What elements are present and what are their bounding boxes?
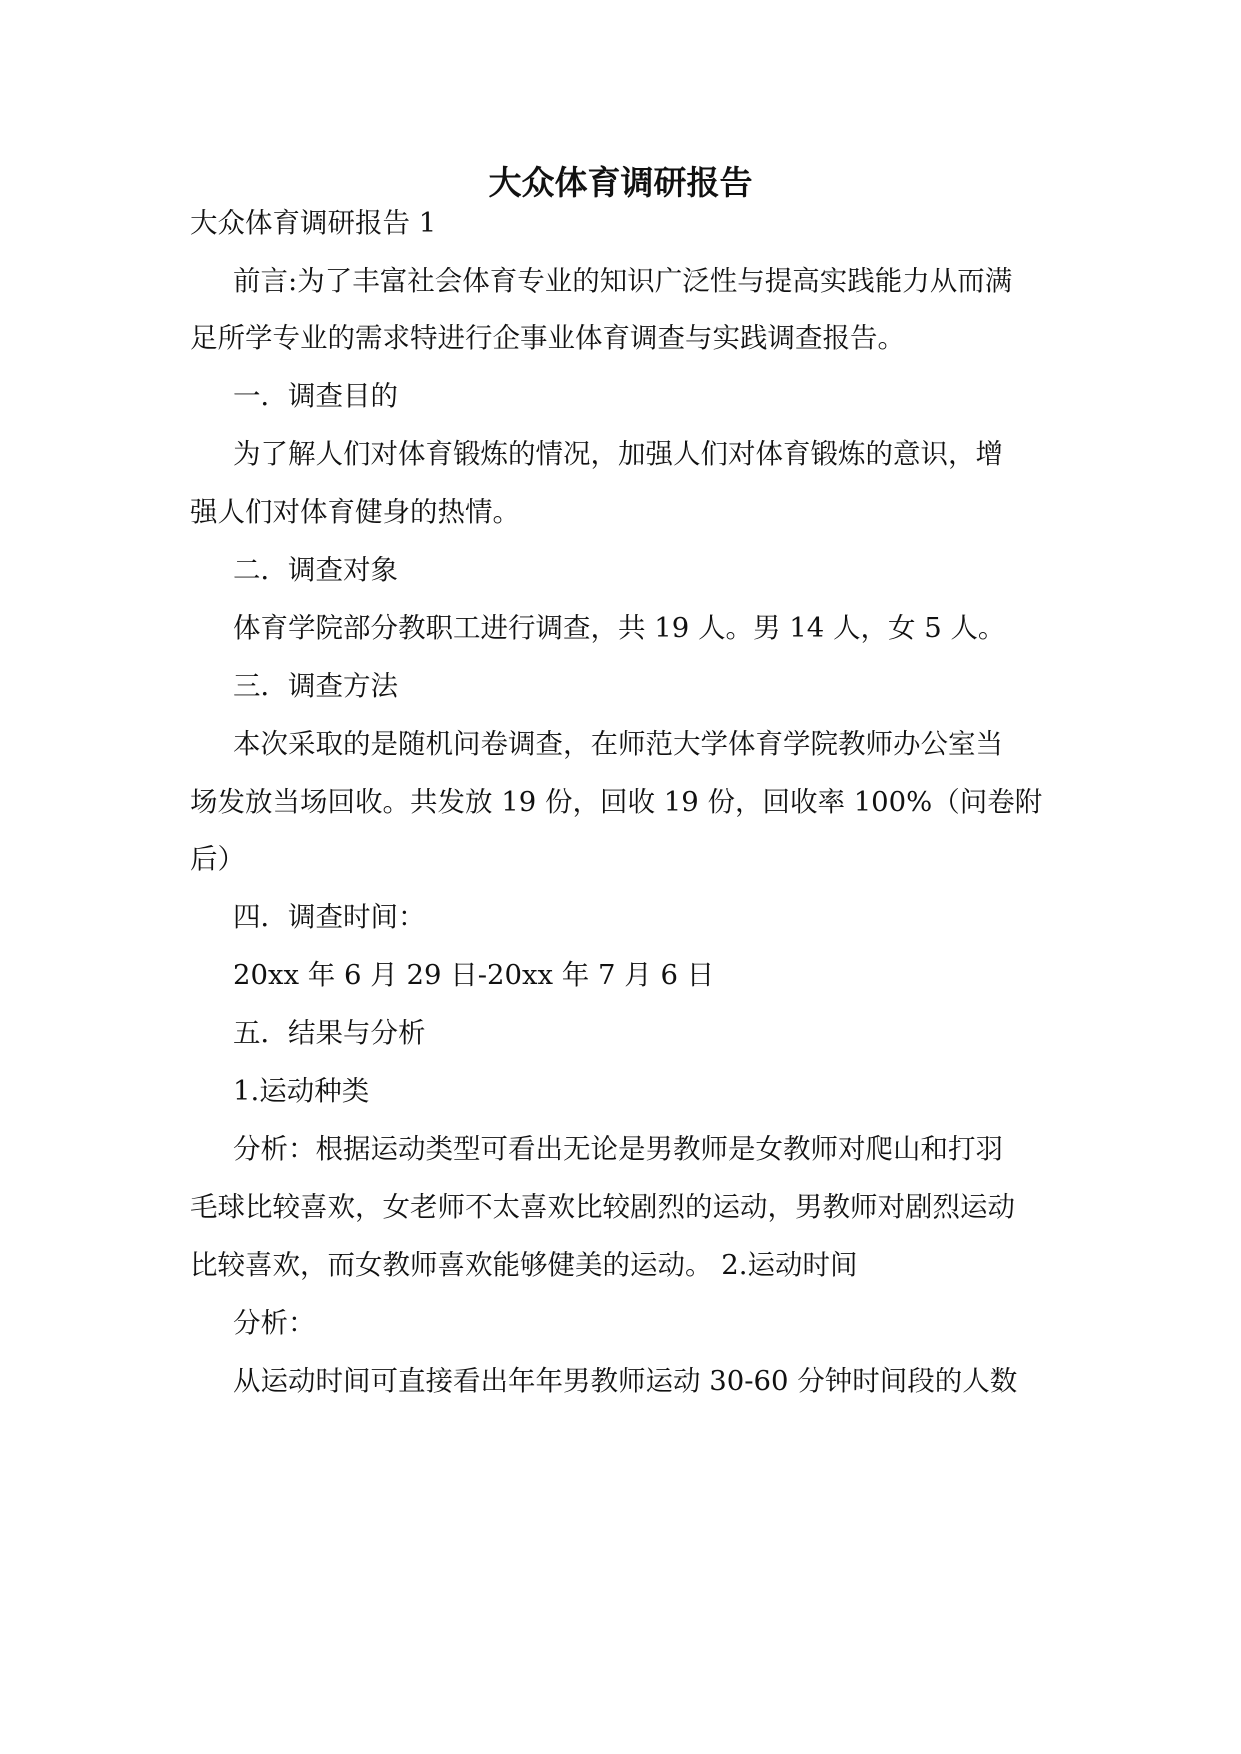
preface-line-2: 足所学专业的需求特进行企事业体育调查与实践调查报告。: [190, 322, 905, 354]
purpose-line-1: 为了解人们对体育锻炼的情况，加强人们对体育锻炼的意识，增: [233, 438, 1003, 470]
document-title: 大众体育调研报告: [488, 163, 753, 202]
method-line-2: 场发放当场回收。共发放 19 份，回收 19 份，回收率 100%（问卷附: [190, 786, 1043, 818]
report-subtitle: 大众体育调研报告 1: [190, 207, 437, 239]
section-heading-method: 三．调查方法: [233, 670, 398, 702]
analysis-2-line-1: 从运动时间可直接看出年年男教师运动 30-60 分钟时间段的人数: [233, 1365, 1018, 1397]
section-heading-purpose: 一．调查目的: [233, 380, 398, 412]
section-heading-results: 五．结果与分析: [233, 1017, 426, 1049]
analysis-1-line-2: 毛球比较喜欢，女老师不太喜欢比较剧烈的运动，男教师对剧烈运动: [190, 1191, 1015, 1223]
section-heading-time: 四．调查时间：: [233, 901, 426, 933]
analysis-1-line-1: 分析：根据运动类型可看出无论是男教师是女教师对爬山和打羽: [233, 1133, 1003, 1165]
analysis-1-line-3: 比较喜欢，而女教师喜欢能够健美的运动。 2.运动时间: [190, 1249, 858, 1281]
analysis-2-heading: 分析：: [233, 1307, 316, 1339]
subjects-line-1: 体育学院部分教职工进行调查，共 19 人。男 14 人，女 5 人。: [233, 612, 1006, 644]
time-line-1: 20xx 年 6 月 29 日-20xx 年 7 月 6 日: [233, 959, 715, 991]
method-line-1: 本次采取的是随机问卷调查，在师范大学体育学院教师办公室当: [233, 728, 1003, 760]
purpose-line-2: 强人们对体育健身的热情。: [190, 496, 520, 528]
preface-line-1: 前言:为了丰富社会体育专业的知识广泛性与提高实践能力从而满: [233, 265, 1013, 297]
results-sub-heading-1: 1.运动种类: [233, 1075, 370, 1107]
method-line-3: 后）: [190, 843, 245, 875]
section-heading-subjects: 二．调查对象: [233, 554, 398, 586]
